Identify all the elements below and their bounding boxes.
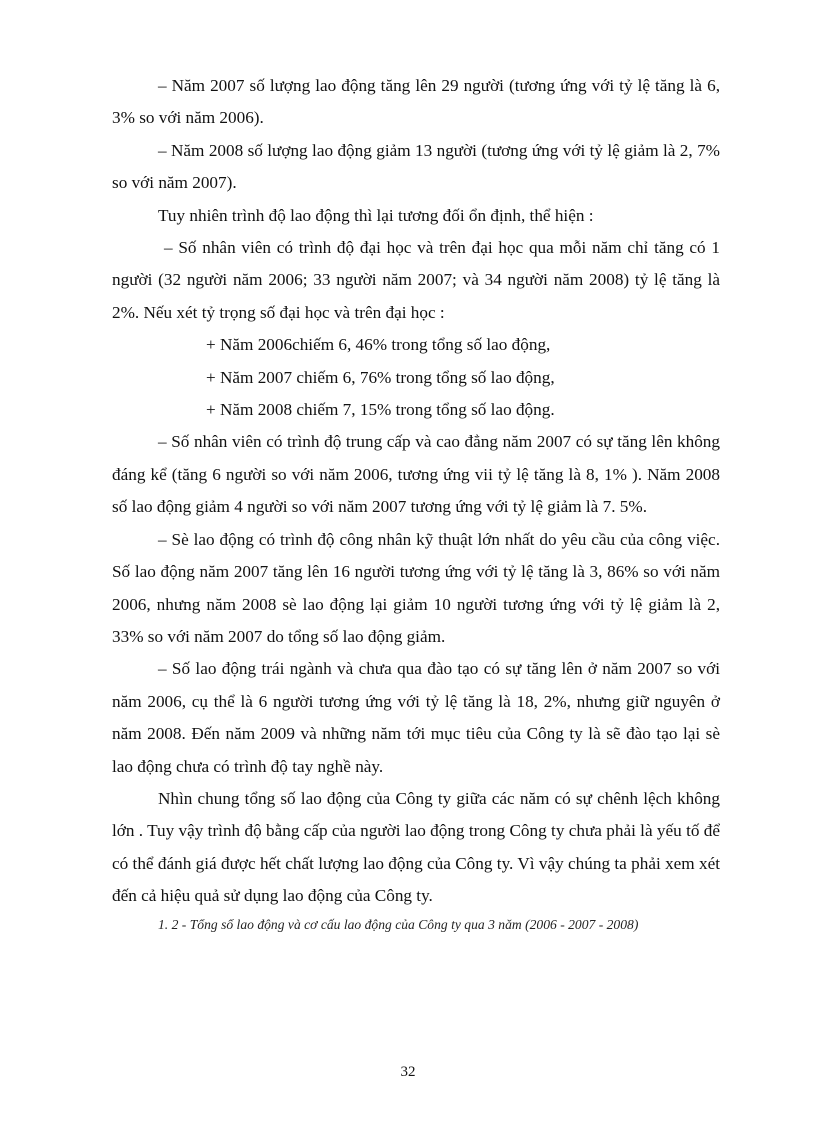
paragraph-college-staff: – Số nhân viên có trình độ trung cấp và cao đẳng năm 2007 có sự tăng lên không đáng kể (tăng 6 người so với năm 2006, tương ứng vii tỷ lệ tăng là 8, 1% ). Năm 2008 số lao động giảm 4 người so với năm 2007 tương ứng với tỷ lệ giảm là 7. 5%. <box>112 432 720 517</box>
list-item-2008: + Năm 2008 chiếm 7, 15% trong tổng số lao động. <box>206 400 555 420</box>
page-number: 32 <box>400 1064 416 1080</box>
paragraph-university-staff: – Số nhân viên có trình độ đại học và trên đại học qua mỗi năm chỉ tăng có 1 người (32 người năm 2006; 33 người năm 2007; và 34 người năm 2008) tỷ lệ tăng là 2%. Nếu xét tỷ trọng số đại học và trên đại học : <box>112 238 720 322</box>
table-caption: 1. 2 - Tổng số lao động và cơ cấu lao động của Công ty qua 3 năm (2006 - 2007 - 2008) <box>158 916 639 932</box>
paragraph-2007-increase: – Năm 2007 số lượng lao động tăng lên 29 người (tương ứng với tỷ lệ tăng là 6, 3% so với năm 2006). <box>112 76 720 128</box>
paragraph-stability-intro: Tuy nhiên trình độ lao động thì lại tương đối ổn định, thể hiện : <box>158 205 594 225</box>
document-page <box>112 70 720 935</box>
paragraph-2008-decrease: – Năm 2008 số lượng lao động giảm 13 người (tương ứng với tỷ lệ giảm là 2, 7% so với năm 2007). <box>112 140 720 193</box>
paragraph-technical-workers: – Sè lao động có trình độ công nhân kỹ thuật lớn nhất do yêu cầu của công việc. Số lao động năm 2007 tăng lên 16 người tương ứng với tỷ lệ tăng là 3, 86% so với năm 2006, nhưng năm 2008 sè lao động lại giảm 10 người tương ứng với tỷ lệ giảm là 2, 33% so với năm 2007 do tổng số lao động giảm. <box>112 529 720 646</box>
paragraph-untrained-workers: – Số lao động trái ngành và chưa qua đào tạo có sự tăng lên ở năm 2007 so với năm 2006, cụ thể là 6 người tương ứng với tỷ lệ tăng là 18, 2%, nhưng giữ nguyên ở năm 2008. Đến năm 2009 và những năm tới mục tiêu của Công ty là sẽ đào tạo lại sè lao động chưa có trình độ tay nghề này. <box>112 659 720 776</box>
list-item-2006: + Năm 2006chiếm 6, 46% trong tổng số lao động, <box>206 335 551 355</box>
paragraph-conclusion: Nhìn chung tổng số lao động của Công ty giữa các năm có sự chênh lệch không lớn . Tuy vậy trình độ bằng cấp của người lao động trong Công ty chưa phải là yếu tố để có thể đánh giá được hết chất lượng lao động của Công ty. Vì vậy chúng ta phải xem xét đến cả hiệu quả sử dụng lao động của Công ty. <box>112 788 720 906</box>
list-item-2007: + Năm 2007 chiếm 6, 76% trong tổng số lao động, <box>206 367 555 387</box>
